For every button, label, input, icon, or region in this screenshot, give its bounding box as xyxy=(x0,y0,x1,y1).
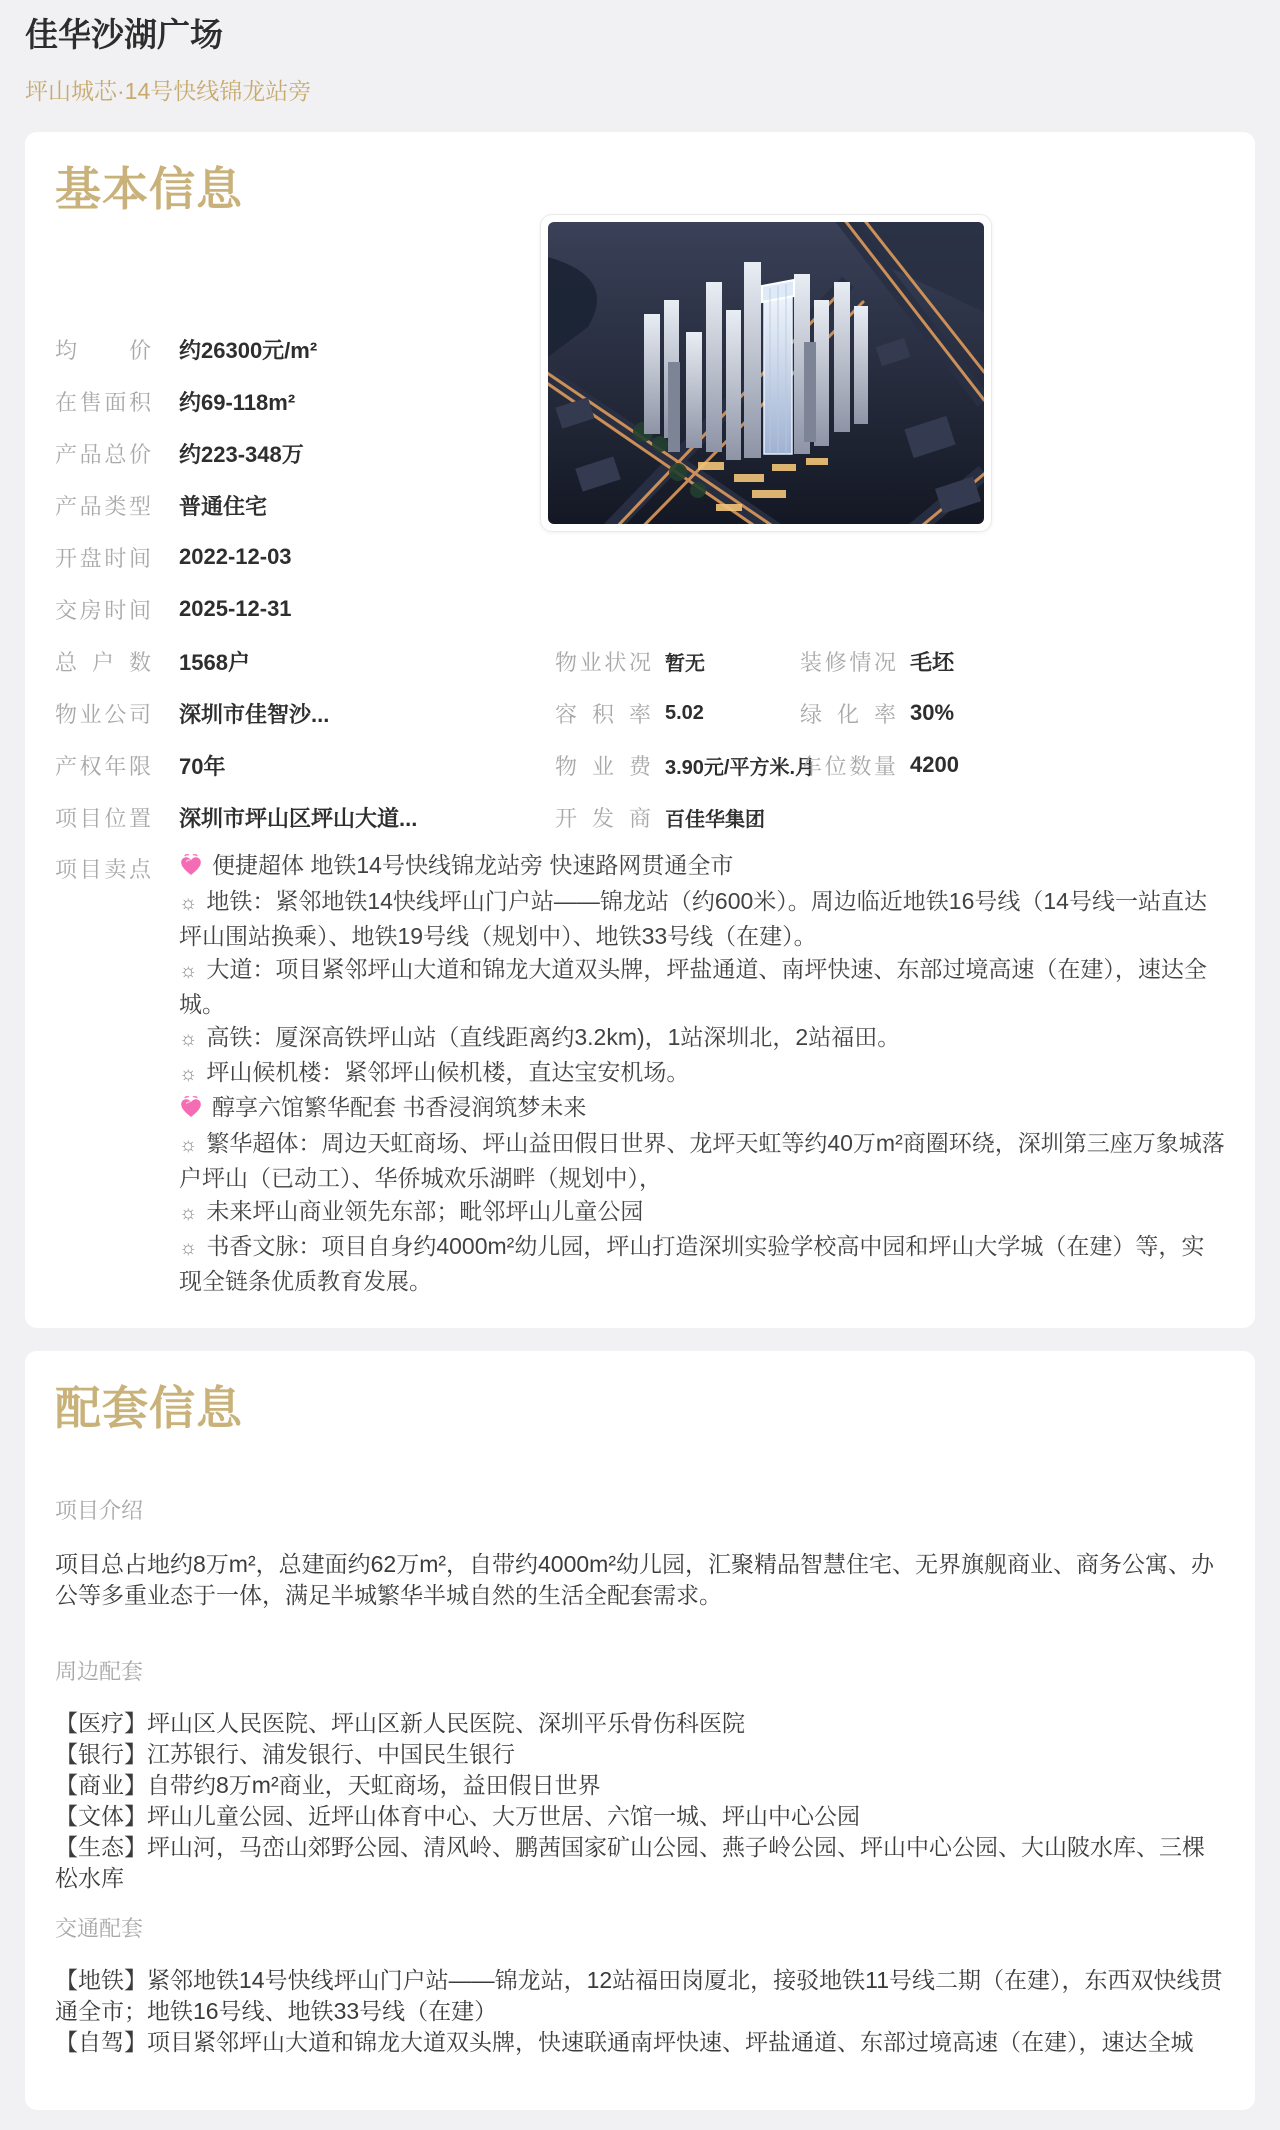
project-intro-label: 项目介绍 xyxy=(55,1498,144,1524)
field-value: 深圳市坪山区坪山大道... xyxy=(179,805,418,831)
page-title: 佳华沙湖广场 xyxy=(25,16,223,53)
field-label: 开发商 xyxy=(555,805,651,831)
traffic-amenities-label: 交通配套 xyxy=(55,1916,144,1942)
field-value: 70年 xyxy=(179,753,226,779)
traffic-amenities-list xyxy=(55,1965,1225,2058)
field-label: 总户数 xyxy=(55,649,151,675)
sun-bullet-icon: ☼ xyxy=(179,1237,198,1260)
field-label: 容积率 xyxy=(555,701,651,727)
sun-bullet-icon: ☼ xyxy=(179,1063,198,1086)
nearby-amenities-label: 周边配套 xyxy=(55,1659,144,1685)
field-label: 产权年限 xyxy=(55,753,151,779)
selling-points-section xyxy=(55,849,1225,1298)
field-value: 3.90元/平方米.月 xyxy=(665,756,816,779)
field-value: 2022-12-03 xyxy=(179,544,292,570)
field-label: 开盘时间 xyxy=(55,545,151,571)
field-label: 装修情况 xyxy=(800,649,896,675)
field-label: 交房时间 xyxy=(55,597,151,623)
property-render-image[interactable] xyxy=(540,214,992,532)
field-label: 均价 xyxy=(55,337,151,363)
basic-info-card xyxy=(25,132,1255,1328)
selling-point-line xyxy=(179,849,1225,885)
field-label: 车位数量 xyxy=(800,753,896,779)
field-row-location xyxy=(55,791,1225,843)
basic-info-section-title: 基本信息 xyxy=(55,162,243,215)
sun-bullet-icon: ☼ xyxy=(179,1202,198,1225)
selling-point-text: 便捷超体 地铁14号快线锦龙站旁 快速路网贯通全市 xyxy=(212,852,734,879)
sun-bullet-icon: ☼ xyxy=(179,892,198,915)
page-subtitle: 坪山城芯·14号快线锦龙站旁 xyxy=(25,77,312,104)
selling-points-content xyxy=(179,849,1225,1298)
field-value: 4200 xyxy=(910,752,959,778)
field-label: 项目位置 xyxy=(55,805,151,831)
project-intro-text: 项目总占地约8万m²，总建面约62万m²，自带约4000m²幼儿园，汇聚精品智慧住宅、无界旗舰商业、商务公寓、办公等多重业态于一体，满足半城繁华半城自然的生活全配套需求。 xyxy=(55,1551,1214,1609)
selling-point-line xyxy=(179,1056,1225,1091)
nearby-amenities-list xyxy=(55,1708,1225,1894)
field-value: 深圳市佳智沙... xyxy=(179,701,330,727)
selling-point-text: 高铁：厦深高铁坪山站（直线距离约3.2km)，1站深圳北，2站福田。 xyxy=(206,1024,901,1051)
nearby-item-ecology: 【生态】坪山河，马峦山郊野公园、清风岭、鹏茜国家矿山公园、燕子岭公园、坪山中心公园、大山陂水库、三棵松水库 xyxy=(55,1834,1205,1892)
selling-points-label: 项目卖点 xyxy=(55,857,151,883)
field-value: 普通住宅 xyxy=(179,493,268,519)
beating-heart-icon xyxy=(179,1094,203,1127)
selling-point-line xyxy=(179,885,1225,953)
field-row-households xyxy=(55,635,1225,687)
selling-point-line xyxy=(179,953,1225,1021)
field-label: 绿化率 xyxy=(800,701,896,727)
field-value: 百佳华集团 xyxy=(665,808,765,831)
selling-point-line xyxy=(179,1021,1225,1056)
field-label: 物业公司 xyxy=(55,701,151,727)
field-value: 暂无 xyxy=(665,652,705,675)
selling-point-text: 坪山候机楼：紧邻坪山候机楼，直达宝安机场。 xyxy=(206,1059,690,1086)
field-label: 在售面积 xyxy=(55,389,151,415)
field-value: 约223-348万 xyxy=(179,441,304,467)
field-label: 物业状况 xyxy=(555,649,651,675)
nearby-item-culture-sports: 【文体】坪山儿童公园、近坪山体育中心、大万世居、六馆一城、坪山中心公园 xyxy=(55,1803,860,1830)
field-label: 产品总价 xyxy=(55,441,151,467)
nearby-item-bank: 【银行】江苏银行、浦发银行、中国民生银行 xyxy=(55,1741,515,1768)
field-value: 2025-12-31 xyxy=(179,596,292,622)
selling-point-line xyxy=(179,1230,1225,1298)
sun-bullet-icon: ☼ xyxy=(179,1134,198,1157)
nearby-item-medical: 【医疗】坪山区人民医院、坪山区新人民医院、深圳平乐骨伤科医院 xyxy=(55,1710,745,1737)
page-header xyxy=(0,0,1280,106)
nearby-item-commerce: 【商业】自带约8万m²商业，天虹商场，益田假日世界 xyxy=(55,1772,601,1799)
selling-point-text: 大道：项目紧邻坪山大道和锦龙大道双头牌，坪盐通道、南坪快速、东部过境高速（在建），速达全城。 xyxy=(179,956,1207,1018)
field-value: 30% xyxy=(910,700,955,726)
field-value: 1568户 xyxy=(179,649,250,675)
field-value: 约69-118m² xyxy=(179,389,296,415)
field-value: 约26300元/m² xyxy=(179,337,318,363)
field-row-tenure xyxy=(55,739,1225,791)
selling-point-text: 繁华超体：周边天虹商场、坪山益田假日世界、龙坪天虹等约40万m²商圈环绕，深圳第三座万象城落户坪山（已动工）、华侨城欢乐湖畔（规划中）， xyxy=(179,1130,1225,1192)
field-row-delivery-date xyxy=(55,583,1225,635)
selling-point-text: 醇享六馆繁华配套 书香浸润筑梦未来 xyxy=(212,1094,587,1121)
field-row-property-company xyxy=(55,687,1225,739)
amenities-section-title: 配套信息 xyxy=(55,1382,243,1435)
selling-point-text: 地铁：紧邻地铁14快线坪山门户站——锦龙站（约600米）。周边临近地铁16号线（14号线一站直达坪山围站换乘）、地铁19号线（规划中）、地铁33号线（在建）。 xyxy=(179,888,1207,950)
selling-point-text: 未来坪山商业领先东部；毗邻坪山儿童公园 xyxy=(206,1198,644,1225)
beating-heart-icon xyxy=(179,852,203,885)
traffic-item-driving: 【自驾】项目紧邻坪山大道和锦龙大道双头牌，快速联通南坪快速、坪盐通道、东部过境高速（在建），速达全城 xyxy=(55,2029,1194,2056)
field-row-open-date xyxy=(55,531,1225,583)
selling-point-line xyxy=(179,1195,1225,1230)
aerial-city-render xyxy=(548,222,984,524)
field-value: 毛坯 xyxy=(910,649,955,675)
selling-point-line xyxy=(179,1127,1225,1195)
traffic-item-metro: 【地铁】紧邻地铁14号快线坪山门户站——锦龙站，12站福田岗厦北，接驳地铁11号线二期（在建），东西双快线贯通全市；地铁16号线、地铁33号线（在建） xyxy=(55,1967,1223,2025)
field-label: 产品类型 xyxy=(55,493,151,519)
sun-bullet-icon: ☼ xyxy=(179,960,198,983)
field-label: 物业费 xyxy=(555,753,651,779)
amenities-card xyxy=(25,1351,1255,2110)
selling-point-line xyxy=(179,1091,1225,1127)
selling-point-text: 书香文脉：项目自身约4000m²幼儿园，坪山打造深圳实验学校高中园和坪山大学城（在建）等，实现全链条优质教育发展。 xyxy=(179,1233,1205,1295)
field-value: 5.02 xyxy=(665,701,704,724)
sun-bullet-icon: ☼ xyxy=(179,1028,198,1051)
